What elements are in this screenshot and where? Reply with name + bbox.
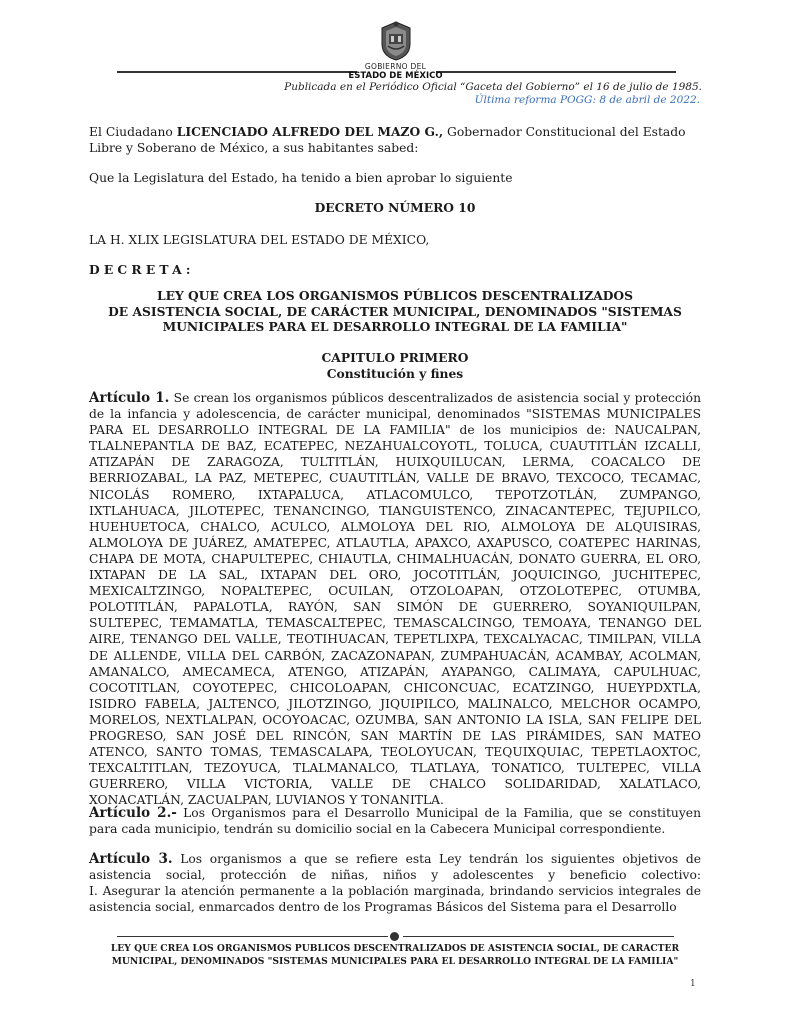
article-1-line: XONACATLÁN, ZACUALPAN, LUVIANOS Y TONANITLA. (89, 793, 444, 808)
footer-line-2: MUNICIPAL, DENOMINADOS "SISTEMAS MUNICIPALES PARA EL DESARROLLO INTEGRAL DE LA FAMILIA" (111, 956, 679, 967)
footer-line-1: LEY QUE CREA LOS ORGANISMOS PUBLICOS DESCENTRALIZADOS DE ASISTENCIA SOCIAL, DE CARACTER (110, 943, 680, 954)
article-1-line: DE ALLENDE, VILLA DEL CARBÓN, ZACAZONAPAN, ZUMPAHUACÁN, ACAMBAY, ACOLMAN, (89, 648, 701, 663)
article-1-line: AMANALCO, AMECAMECA, ATENGO, ATIZAPÁN, AYAPANGO, CALIMAYA, CAPULHUAC, (89, 664, 701, 679)
article-1-line: POLOTITLÁN, PAPALOTLA, RAYÓN, SAN SIMÓN DE GUERRERO, SOYANIQUILPAN, (89, 600, 701, 615)
government-label: GOBIERNO DEL (364, 62, 427, 71)
article-1-line: NICOLÁS ROMERO, IXTAPALUCA, ATLACOMULCO, TEPOTZOTLÁN, ZUMPANGO, (89, 487, 701, 502)
article-1-line: ATENCO, SANTO TOMAS, TEMASCALAPA, TEOLOYUCAN, TEQUIXQUIAC, TEPETLAOXTOC, (89, 745, 701, 760)
article-1-line: MORELOS, NEXTLALPAN, OCOYOACAC, OZUMBA, SAN ANTONIO LA ISLA, SAN FELIPE DEL (89, 712, 701, 727)
article-1-line (89, 390, 701, 406)
article-3-label: Artículo 3. (89, 851, 173, 867)
article-3 (89, 851, 701, 915)
article-2-line-1: Los Organismos para el Desarrollo Municipal de la Familia, que se constituyen (176, 806, 701, 820)
decreta-wrap (89, 262, 701, 278)
article-3-line: asistencia social, protección de niñas, niños y adolescentes y beneficio colectivo: (89, 868, 701, 883)
article-1-line: ALMOLOYA DE JUÁREZ, AMATEPEC, ATLAUTLA, APAXCO, AXAPUSCO, COATEPEC HARINAS, (89, 535, 701, 550)
governor-name: LICENCIADO ALFREDO DEL MAZO G., (176, 124, 444, 139)
footer-rule-left (117, 936, 388, 937)
intro-paragraph (89, 124, 701, 156)
law-title (89, 288, 701, 335)
article-3-line: I. Asegurar la atención permanente a la población marginada, brindando servicios integrales de (89, 884, 701, 899)
article-1-line: PROGRESO, SAN JOSÉ DEL RINCÓN, SAN MARTÍN DE LAS PIRÁMIDES, SAN MATEO (89, 728, 701, 743)
article-2-line-2: para cada municipio, tendrán su domicilio social en la Cabecera Municipal correspondiente. (89, 822, 666, 837)
law-title-line-3: MUNICIPALES PARA EL DESARROLLO INTEGRAL DE LA FAMILIA" (162, 319, 628, 334)
article-1-label: Artículo 1. (89, 390, 170, 406)
intro-text-rest: Gobernador Constitucional del Estado (443, 125, 686, 139)
article-1-line: SULTEPEC, TEMAMATLA, TEMASCALTEPEC, TEMASCALCINGO, TEMOAYA, TENANGO DEL (89, 616, 701, 631)
article-1-line: TLALNEPANTLA DE BAZ, ECATEPEC, NEZAHUALCOYOTL, TOLUCA, CUAUTITLÁN IZCALLI, (89, 439, 701, 454)
footer-ornament (390, 932, 399, 941)
article-1-line: IXTLAHUACA, JILOTEPEC, TENANCINGO, TIANGUISTENCO, ZINACANTEPEC, TEJUPILCO, (89, 503, 701, 518)
state-label: ESTADO DE MÉXICO (348, 71, 443, 81)
page-number: 1 (690, 979, 696, 989)
article-1-line: ATIZAPÁN DE ZARAGOZA, TULTITLÁN, HUIXQUILUCAN, LERMA, COACALCO DE (89, 455, 701, 470)
article-3-line (89, 851, 701, 867)
article-1-line: IXTAPAN DE LA SAL, IXTAPAN DEL ORO, JOCOTITLÁN, JOQUICINGO, JUCHITEPEC, (89, 568, 701, 583)
legislature-line: LA H. XLIX LEGISLATURA DEL ESTADO DE MÉXICO, (89, 233, 430, 247)
article-1-line: BERRIOZABAL, LA PAZ, METEPEC, CUAUTITLÁN, VALLE DE BRAVO, TEXCOCO, TECAMAC, (89, 471, 701, 486)
last-reform-note: Última reforma POGG: 8 de abril de 2022. (474, 94, 700, 106)
chapter-heading (89, 350, 701, 381)
article-1-line: CHAPA DE MOTA, CHAPULTEPEC, CHIAUTLA, CHIMALHUACÁN, DONATO GUERRA, EL ORO, (89, 551, 701, 566)
article-1-line: HUEHUETOCA, CHALCO, ACULCO, ALMOLOYA DEL RIO, ALMOLOYA DE ALQUISIRAS, (89, 519, 701, 534)
article-3-text: Los organismos a que se refiere esta Ley tendrán los siguientes objetivos de (172, 852, 701, 866)
chapter-subtitle: Constitución y fines (326, 365, 464, 381)
intro-line-2: Libre y Soberano de México, a sus habitantes sabed: (89, 141, 419, 156)
state-seal-logo (376, 18, 416, 62)
intro-text: El Ciudadano (89, 125, 177, 139)
footer-law-title (89, 942, 701, 968)
publication-note: Publicada en el Periódico Oficial “Gaceta del Gobierno” el 16 de julio de 1985. (284, 81, 702, 93)
article-1-line: TEXCALTITLAN, TEZOYUCA, TLALMANALCO, TLATLAYA, TONATICO, TULTEPEC, VILLA (89, 761, 701, 776)
decree-number: DECRETO NÚMERO 10 (314, 200, 476, 215)
article-1 (89, 390, 701, 808)
law-title-line-1: LEY QUE CREA LOS ORGANISMOS PÚBLICOS DESCENTRALIZADOS (156, 288, 634, 303)
article-1-line: AIRE, TENANGO DEL VALLE, TEOTIHUACAN, TEPETLIXPA, TEXCALYACAC, TIMILPAN, VILLA (89, 632, 701, 647)
approval-statement: Que la Legislatura del Estado, ha tenido a bien aprobar lo siguiente (89, 171, 513, 185)
article-1-line: de la infancia y adolescencia, de carácter municipal, denominados "SISTEMAS MUNICIPALES (89, 407, 701, 422)
article-1-line: PARA EL DESARROLLO INTEGRAL DE LA FAMILIA" de los municipios de: NAUCALPAN, (89, 423, 701, 438)
decreta-heading: DECRETA: (89, 262, 195, 277)
article-3-line: asistencia social, enmarcados dentro de los Programas Básicos del Sistema para el Desarrollo (89, 900, 677, 915)
article-2 (89, 805, 701, 837)
article-2-label: Artículo 2.- (89, 805, 177, 821)
article-1-line: GUERRERO, VILLA VICTORIA, VALLE DE CHALCO SOLIDARIDAD, XALATLACO, (89, 777, 701, 792)
law-title-line-2: DE ASISTENCIA SOCIAL, DE CARÁCTER MUNICIPAL, DENOMINADOS "SISTEMAS (108, 303, 682, 319)
article-1-line: ISIDRO FABELA, JALTENCO, JILOTZINGO, JIQUIPILCO, MALINALCO, MELCHOR OCAMPO, (89, 696, 701, 711)
article-1-line: COCOTITLAN, COYOTEPEC, CHICOLOAPAN, CHICONCUAC, ECATZINGO, HUEYPDXTLA, (89, 680, 701, 695)
article-1-text: Se crean los organismos públicos descentralizados de asistencia social y protección (169, 391, 701, 405)
article-1-line: MEXICALTZINGO, NOPALTEPEC, OCUILAN, OTZOLOAPAN, OTZOLOTEPEC, OTUMBA, (89, 584, 701, 599)
chapter-title: CAPITULO PRIMERO (321, 350, 469, 365)
footer-rule-right (403, 936, 674, 937)
